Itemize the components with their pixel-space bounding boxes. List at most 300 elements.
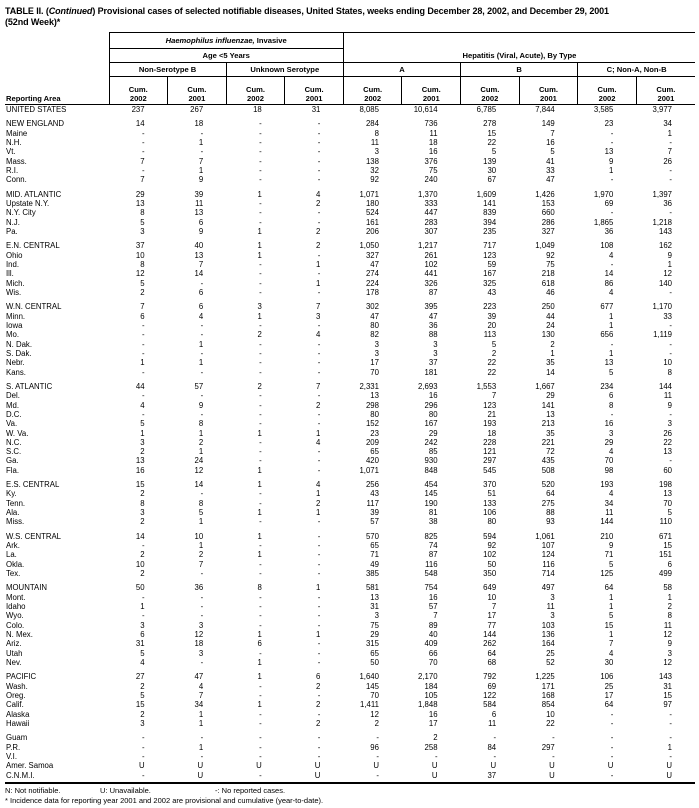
value-cell: 149 (541, 119, 555, 129)
value-cell: - (141, 742, 145, 752)
value-cell: 385 (365, 569, 379, 579)
value-cell: - (141, 128, 145, 138)
table-section (5, 527, 695, 579)
value-cell: U (666, 761, 672, 771)
value-cell: 22 (546, 719, 555, 729)
value-cell: 37 (428, 358, 438, 368)
value-cell: 13 (370, 592, 379, 602)
value-cell: 140 (658, 278, 672, 288)
value-cell: - (200, 658, 204, 668)
value-cell: U (402, 771, 461, 783)
value-cell: 2 (140, 681, 145, 691)
value-cell: 3,977 (652, 105, 672, 114)
value-cell: U (197, 761, 204, 771)
value-cell: 7 (140, 302, 145, 312)
table-row (5, 438, 695, 447)
value-cell: U (607, 761, 614, 771)
value-cell: 50 (135, 583, 145, 593)
value-cell: - (259, 709, 262, 719)
value-cell: 27 (135, 672, 145, 682)
value-cell: 7 (198, 691, 204, 701)
table-section (5, 114, 695, 184)
value-cell: 1,848 (418, 700, 438, 710)
reporting-area-cell: S. Dak. (6, 348, 32, 358)
table-row (5, 147, 695, 156)
value-cell: 26 (663, 156, 672, 166)
value-cell: 1 (198, 447, 204, 457)
value-cell: 1 (140, 358, 145, 368)
value-cell: 5 (491, 339, 497, 349)
value-cell: 29 (370, 630, 379, 640)
value-cell: 52 (546, 658, 555, 668)
value-cell: - (317, 550, 321, 560)
value-cell: 3 (433, 348, 438, 358)
value-cell: 106 (483, 508, 497, 518)
value-cell: - (259, 419, 262, 429)
value-cell: 8 (198, 419, 204, 429)
value-cell: 18 (194, 119, 204, 129)
value-cell: - (259, 611, 262, 621)
value-cell: 234 (600, 381, 614, 391)
table-row (5, 710, 695, 719)
value-cell: 6 (667, 559, 672, 569)
table-section (5, 185, 695, 237)
table-row (5, 419, 695, 428)
value-cell: 10 (663, 358, 672, 368)
value-cell: 1 (257, 241, 262, 251)
value-cell: - (259, 409, 262, 419)
value-cell: 5 (667, 508, 672, 518)
value-cell: 70 (428, 658, 438, 668)
value-cell: 18 (487, 428, 497, 438)
value-cell: - (141, 137, 145, 147)
value-cell: 30 (604, 658, 614, 668)
value-cell: 12 (194, 465, 204, 475)
table-row (5, 578, 695, 592)
value-cell: 145 (365, 681, 379, 691)
value-cell: 8 (140, 259, 145, 269)
reporting-area-cell: Ind. (6, 259, 20, 269)
value-cell: 4 (316, 189, 321, 199)
value-cell: 16 (604, 419, 614, 429)
value-cell: 69 (604, 198, 614, 208)
value-cell: - (200, 391, 204, 401)
value-cell: 143 (658, 672, 672, 682)
value-cell: U (636, 771, 695, 783)
value-cell: 17 (370, 358, 379, 368)
value-cell: 184 (424, 681, 438, 691)
value-cell: 14 (194, 269, 204, 279)
value-cell: 8 (667, 611, 672, 621)
value-cell: 584 (483, 700, 497, 710)
value-cell: 69 (487, 681, 497, 691)
value-cell: 11 (429, 128, 438, 138)
value-cell: 47 (194, 672, 204, 682)
value-cell: 35 (546, 358, 555, 368)
value-cell: - (317, 517, 321, 527)
value-cell: - (669, 320, 672, 330)
value-cell: 12 (663, 658, 672, 668)
value-cell: 17 (428, 719, 438, 729)
value-cell: 754 (424, 583, 438, 593)
value-cell: 44 (135, 381, 145, 391)
value-cell: 10,614 (413, 105, 438, 114)
value-cell: - (259, 719, 262, 729)
value-cell: 1 (257, 531, 262, 541)
value-cell: - (259, 437, 262, 447)
table-row (5, 752, 695, 761)
value-cell: - (578, 771, 637, 783)
value-cell: 825 (424, 531, 438, 541)
value-cell: 1 (609, 592, 614, 602)
value-cell: 210 (600, 531, 614, 541)
value-cell: - (259, 391, 262, 401)
value-cell: 36 (194, 583, 204, 593)
value-cell: - (259, 339, 262, 349)
value-cell: 2 (140, 709, 145, 719)
value-cell: - (317, 752, 321, 761)
value-cell: 26 (663, 428, 672, 438)
reporting-area-cell: Wash. (6, 681, 28, 691)
value-cell: 376 (424, 156, 438, 166)
value-cell: - (200, 489, 204, 499)
table-header (5, 33, 695, 105)
value-cell: 4 (140, 658, 145, 668)
table-row (5, 728, 695, 742)
value-cell: 87 (428, 550, 438, 560)
value-cell: 1 (316, 489, 321, 499)
value-cell: 1,218 (652, 217, 672, 227)
value-cell: - (317, 611, 321, 621)
value-cell: 14 (135, 119, 145, 129)
value-cell: - (259, 367, 262, 377)
value-cell: 1 (198, 709, 204, 719)
cum-year-header: Cum. 2001 (636, 77, 695, 105)
value-cell: - (259, 320, 262, 330)
value-cell: 2 (433, 733, 438, 743)
table-row (5, 175, 695, 184)
value-cell: 113 (483, 330, 497, 340)
value-cell: 2 (316, 198, 321, 208)
value-cell: 13 (194, 208, 204, 218)
age-under5-subheader: Age <5 Years (109, 49, 343, 63)
value-cell: 44 (546, 311, 555, 321)
table-row (5, 349, 695, 358)
value-cell: - (317, 391, 321, 401)
table-row (5, 602, 695, 611)
value-cell: 2 (257, 330, 262, 340)
value-cell: 545 (483, 465, 497, 475)
value-cell: 1,370 (418, 189, 438, 199)
value-cell: 1 (257, 700, 262, 710)
value-cell: 1 (257, 226, 262, 236)
value-cell: 64 (546, 489, 555, 499)
value-cell: 296 (424, 400, 438, 410)
reporting-area-cell: Ill. (6, 269, 14, 279)
value-cell: 1 (198, 165, 204, 175)
value-cell: 25 (604, 681, 614, 691)
table-row (5, 550, 695, 559)
value-cell: 9 (198, 175, 204, 185)
value-cell: 64 (604, 700, 614, 710)
reporting-area-cell: Wis. (6, 287, 22, 297)
value-cell: 40 (428, 630, 438, 640)
value-cell: 1 (140, 602, 145, 612)
table-row (5, 508, 695, 517)
value-cell: - (200, 147, 204, 157)
table-section (5, 475, 695, 527)
value-cell: 5 (140, 419, 145, 429)
value-cell: 1,667 (535, 381, 555, 391)
value-cell: 1 (316, 630, 321, 640)
value-cell: 153 (541, 198, 555, 208)
value-cell: 34 (194, 700, 204, 710)
value-cell: 1,119 (653, 330, 672, 340)
value-cell: 121 (483, 447, 497, 457)
reporting-area-cell: D.C. (6, 409, 22, 419)
column-group-header: A (343, 63, 460, 77)
table-row (5, 489, 695, 498)
value-cell: 18 (253, 105, 262, 114)
value-cell: 7 (433, 611, 438, 621)
value-cell: 5 (140, 217, 145, 227)
value-cell: 64 (604, 583, 614, 593)
value-cell: - (141, 592, 145, 602)
value-cell: - (259, 217, 262, 227)
value-cell: 4 (140, 400, 145, 410)
value-cell: 275 (541, 498, 555, 508)
value-cell: 49 (370, 559, 379, 569)
value-cell: 2 (316, 700, 321, 710)
reporting-area-cell: Alaska (6, 709, 30, 719)
value-cell: 570 (365, 531, 379, 541)
value-cell: U (256, 761, 262, 771)
value-cell: 13 (194, 250, 204, 260)
value-cell: - (200, 278, 204, 288)
value-cell: 9 (609, 541, 614, 551)
value-cell: 84 (487, 742, 497, 752)
value-cell: 13 (663, 489, 672, 499)
value-cell: 22 (487, 358, 497, 368)
value-cell: 499 (658, 569, 672, 579)
value-cell: 82 (370, 330, 379, 340)
value-cell: 223 (483, 302, 497, 312)
value-cell: 3 (550, 611, 555, 621)
value-cell: 1 (316, 428, 321, 438)
value-cell: 671 (658, 531, 672, 541)
value-cell: 41 (546, 156, 555, 166)
value-cell: - (259, 517, 262, 527)
value-cell: 7 (316, 381, 321, 391)
reporting-area-cell: S.C. (6, 447, 22, 457)
table-row (5, 218, 695, 227)
value-cell: 1 (609, 602, 614, 612)
value-cell: 77 (487, 620, 497, 630)
reporting-area-cell: V.I. (6, 752, 17, 761)
reporting-area-cell: Ariz. (6, 639, 22, 649)
value-cell: 1,970 (593, 189, 614, 199)
value-cell: - (141, 409, 145, 419)
value-cell: 307 (424, 226, 438, 236)
value-cell: - (317, 208, 321, 218)
value-cell: - (317, 691, 321, 701)
table-row (5, 639, 695, 648)
value-cell: 67 (487, 175, 497, 185)
value-cell: - (669, 752, 672, 761)
value-cell: 10 (546, 709, 555, 719)
value-cell: 14 (135, 531, 145, 541)
value-cell: 31 (135, 639, 145, 649)
value-cell: 21 (487, 409, 497, 419)
title-continued: Continued (48, 6, 93, 16)
value-cell: 6 (198, 217, 204, 227)
value-cell: 9 (667, 250, 672, 260)
value-cell: 23 (370, 428, 379, 438)
value-cell: 2 (491, 348, 497, 358)
value-cell: 43 (487, 287, 497, 297)
value-cell: 454 (424, 480, 438, 490)
value-cell: - (317, 465, 321, 475)
table-row (5, 560, 695, 569)
value-cell: 16 (428, 391, 438, 401)
value-cell: 261 (424, 250, 438, 260)
value-cell: 2 (140, 569, 145, 579)
value-cell: - (259, 287, 262, 297)
value-cell: 4 (609, 489, 614, 499)
cum-year-header: Cum. 2001 (402, 77, 461, 105)
value-cell: 1 (198, 428, 204, 438)
value-cell: 178 (365, 287, 379, 297)
value-cell: - (610, 719, 614, 729)
value-cell: 370 (483, 480, 497, 490)
value-cell: 102 (483, 550, 497, 560)
reporting-area-cell: Ark. (6, 541, 20, 551)
reporting-area-cell: E.N. CENTRAL (6, 241, 60, 251)
table-row (5, 401, 695, 410)
value-cell: 1 (257, 658, 262, 668)
value-cell: - (200, 330, 204, 340)
value-cell: 5 (550, 147, 555, 157)
value-cell: 22 (663, 437, 672, 447)
value-cell: 57 (370, 517, 379, 527)
value-cell: - (259, 752, 262, 761)
value-cell: 16 (546, 137, 555, 147)
value-cell: 16 (135, 465, 145, 475)
value-cell: 447 (424, 208, 438, 218)
value-cell: 420 (365, 456, 379, 466)
value-cell: 7 (491, 391, 497, 401)
value-cell: - (610, 339, 614, 349)
haemophilus-rest-label: Invasive (254, 35, 287, 45)
value-cell: 80 (428, 409, 438, 419)
value-cell: 59 (487, 259, 497, 269)
value-cell: 848 (424, 465, 438, 475)
value-cell: - (259, 691, 262, 701)
reporting-area-cell: N.C. (6, 437, 22, 447)
value-cell: 714 (541, 569, 555, 579)
value-cell: 10 (135, 250, 145, 260)
value-cell: 171 (541, 681, 555, 691)
footnotes (5, 786, 695, 806)
reporting-area-cell: Okla. (6, 559, 25, 569)
value-cell: - (669, 165, 672, 175)
value-cell: 1,426 (535, 189, 555, 199)
value-cell: 72 (546, 447, 555, 457)
table-section (5, 236, 695, 297)
value-cell: 11 (663, 391, 672, 401)
value-cell: - (141, 339, 145, 349)
value-cell: - (200, 348, 204, 358)
table-section (5, 728, 695, 783)
value-cell: - (552, 733, 555, 743)
value-cell: 8,085 (359, 105, 379, 114)
value-cell: 8 (140, 498, 145, 508)
table-section (5, 297, 695, 377)
reporting-area-cell: UNITED STATES (6, 105, 67, 114)
value-cell: 15 (487, 128, 497, 138)
value-cell: 144 (483, 630, 497, 640)
value-cell: 17 (604, 691, 614, 701)
value-cell: - (669, 137, 672, 147)
value-cell: 1 (609, 165, 614, 175)
value-cell: - (343, 771, 402, 783)
value-cell: 1,865 (593, 217, 614, 227)
value-cell: - (141, 165, 145, 175)
value-cell: 29 (135, 189, 145, 199)
value-cell: 5 (609, 559, 614, 569)
value-cell: 86 (604, 278, 614, 288)
value-cell: - (200, 320, 204, 330)
reporting-area-cell: Ohio (6, 250, 23, 260)
haemophilus-group-header (109, 33, 343, 49)
value-cell: 16 (428, 147, 438, 157)
value-cell: - (226, 771, 285, 783)
value-cell: 31 (663, 681, 672, 691)
value-cell: 792 (483, 672, 497, 682)
value-cell: 435 (541, 456, 555, 466)
value-cell: - (141, 733, 145, 743)
value-cell: 138 (365, 156, 379, 166)
value-cell: 65 (370, 541, 379, 551)
value-cell: - (610, 752, 614, 761)
value-cell: 180 (365, 198, 379, 208)
value-cell: 24 (194, 456, 204, 466)
value-cell: 235 (483, 226, 497, 236)
value-cell: 66 (428, 648, 438, 658)
value-cell: 12 (370, 709, 379, 719)
value-cell: 1 (198, 339, 204, 349)
value-cell: 240 (424, 175, 438, 185)
value-cell: U (431, 761, 438, 771)
table-row (5, 541, 695, 550)
value-cell: 3 (140, 719, 145, 729)
reporting-area-cell: Calif. (6, 700, 24, 710)
value-cell: 2 (140, 517, 145, 527)
value-cell: U (490, 761, 497, 771)
value-cell: 87 (428, 287, 438, 297)
footnote-incidence-note: * Incidence data for reporting year 2001 and 2002 are provisional and cumulative (year-to-date). (5, 795, 324, 805)
value-cell: - (610, 128, 614, 138)
table-row (5, 236, 695, 250)
table-row (5, 429, 695, 438)
value-cell: 1 (667, 259, 672, 269)
footnote-not-notifiable: N: Not notifiable. (5, 785, 61, 795)
value-cell: - (317, 620, 321, 630)
footnote-legend-line (5, 786, 695, 796)
value-cell: 39 (370, 508, 379, 518)
value-cell: - (259, 147, 262, 157)
value-cell: 2 (316, 400, 321, 410)
